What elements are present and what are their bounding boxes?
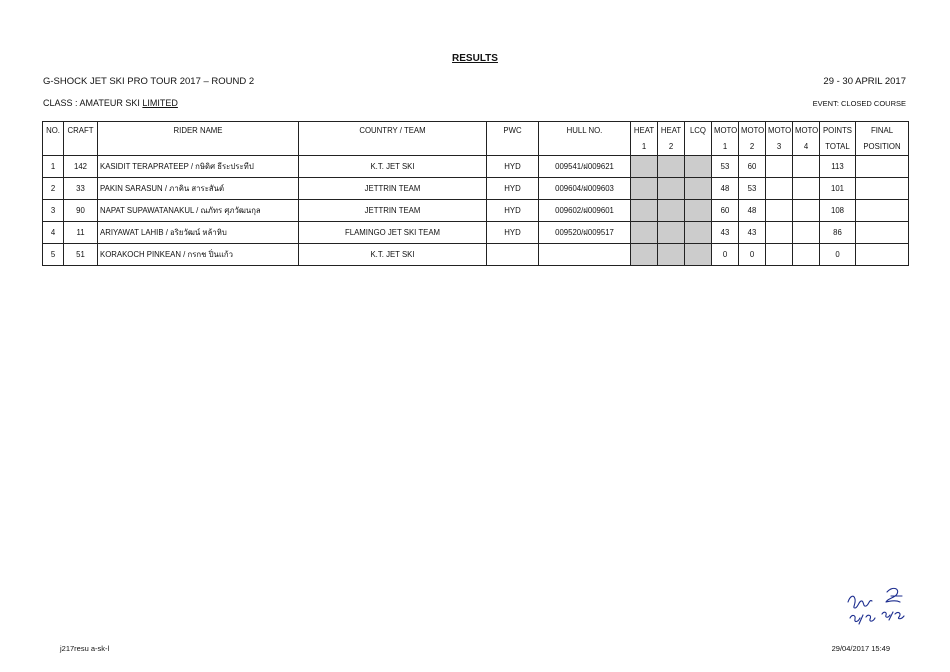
header-row-bottom bbox=[43, 139, 909, 156]
cell-pwc: HYD bbox=[487, 200, 539, 222]
table-row bbox=[43, 178, 909, 200]
file-code: j217resu a-sk-l bbox=[60, 644, 110, 653]
header-cell: 4 bbox=[793, 139, 820, 156]
cell-total: 0 bbox=[820, 244, 856, 266]
event-name: G-SHOCK JET SKI PRO TOUR 2017 – ROUND 2 bbox=[43, 76, 255, 87]
table-row bbox=[43, 222, 909, 244]
cell-rider: ARIYAWAT LAHIB / อริยวัฒน์ หล้าหิบ bbox=[98, 222, 299, 244]
cell-moto-1: 43 bbox=[712, 222, 739, 244]
cell-no: 5 bbox=[43, 244, 64, 266]
cell-rider: KASIDIT TERAPRATEEP / กษิดิศ ธีระประทีป bbox=[98, 156, 299, 178]
cell-lcq bbox=[685, 200, 712, 222]
cell-heat-1 bbox=[631, 244, 658, 266]
header-cell: MOTO bbox=[793, 122, 820, 139]
cell-moto-4 bbox=[793, 244, 820, 266]
cell-moto-3 bbox=[766, 244, 793, 266]
event-type: EVENT: CLOSED COURSE bbox=[812, 99, 906, 108]
cell-hull bbox=[539, 244, 631, 266]
header-cell bbox=[98, 139, 299, 156]
cell-moto-4 bbox=[793, 222, 820, 244]
header-cell: HEAT bbox=[658, 122, 685, 139]
cell-moto-1: 60 bbox=[712, 200, 739, 222]
header-cell: HEAT bbox=[631, 122, 658, 139]
header-cell: 3 bbox=[766, 139, 793, 156]
cell-hull: 009541/ฝ009621 bbox=[539, 156, 631, 178]
cell-team: JETTRIN TEAM bbox=[299, 200, 487, 222]
header-cell: 2 bbox=[739, 139, 766, 156]
header-cell: NO. bbox=[43, 122, 64, 139]
page-title: RESULTS bbox=[452, 53, 498, 64]
table-row bbox=[43, 156, 909, 178]
cell-rider: PAKIN SARASUN / ภาคิน สาระสันต์ bbox=[98, 178, 299, 200]
cell-no: 2 bbox=[43, 178, 64, 200]
cell-craft: 90 bbox=[64, 200, 98, 222]
cell-moto-1: 53 bbox=[712, 156, 739, 178]
header-cell bbox=[539, 139, 631, 156]
cell-craft: 142 bbox=[64, 156, 98, 178]
cell-final bbox=[856, 222, 909, 244]
cell-lcq bbox=[685, 156, 712, 178]
header-cell: POSITION bbox=[856, 139, 909, 156]
cell-heat-1 bbox=[631, 222, 658, 244]
class-emphasis: LIMITED bbox=[142, 98, 178, 108]
header-cell: RIDER NAME bbox=[98, 122, 299, 139]
print-timestamp: 29/04/2017 15:49 bbox=[831, 644, 890, 653]
cell-rider: KORAKOCH PINKEAN / กรกช ปิ่นแก้ว bbox=[98, 244, 299, 266]
header-cell: FINAL bbox=[856, 122, 909, 139]
header-cell: MOTO bbox=[739, 122, 766, 139]
cell-moto-3 bbox=[766, 222, 793, 244]
header-cell: 1 bbox=[712, 139, 739, 156]
cell-final bbox=[856, 200, 909, 222]
cell-pwc: HYD bbox=[487, 178, 539, 200]
header-cell: 1 bbox=[631, 139, 658, 156]
cell-moto-3 bbox=[766, 156, 793, 178]
header-cell bbox=[685, 139, 712, 156]
cell-heat-1 bbox=[631, 156, 658, 178]
cell-moto-4 bbox=[793, 200, 820, 222]
event-date: 29 - 30 APRIL 2017 bbox=[823, 76, 906, 87]
header-cell: CRAFT bbox=[64, 122, 98, 139]
results-table bbox=[42, 121, 909, 266]
cell-final bbox=[856, 178, 909, 200]
cell-heat-2 bbox=[658, 200, 685, 222]
cell-no: 4 bbox=[43, 222, 64, 244]
class-prefix: CLASS : AMATEUR SKI bbox=[43, 98, 143, 108]
cell-moto-2: 0 bbox=[739, 244, 766, 266]
cell-moto-1: 48 bbox=[712, 178, 739, 200]
cell-moto-2: 43 bbox=[739, 222, 766, 244]
cell-pwc: HYD bbox=[487, 222, 539, 244]
cell-total: 101 bbox=[820, 178, 856, 200]
header-cell: MOTO bbox=[766, 122, 793, 139]
header-cell: TOTAL bbox=[820, 139, 856, 156]
cell-lcq bbox=[685, 222, 712, 244]
cell-craft: 11 bbox=[64, 222, 98, 244]
cell-hull: 009520/ฝ009517 bbox=[539, 222, 631, 244]
cell-no: 1 bbox=[43, 156, 64, 178]
header-cell: MOTO bbox=[712, 122, 739, 139]
header-cell: PWC bbox=[487, 122, 539, 139]
header-cell bbox=[43, 139, 64, 156]
cell-heat-2 bbox=[658, 244, 685, 266]
cell-heat-2 bbox=[658, 222, 685, 244]
table-row bbox=[43, 200, 909, 222]
signature-image bbox=[842, 584, 912, 628]
cell-heat-2 bbox=[658, 178, 685, 200]
cell-pwc bbox=[487, 244, 539, 266]
cell-total: 108 bbox=[820, 200, 856, 222]
header-cell bbox=[64, 139, 98, 156]
cell-hull: 009602/ฝ009601 bbox=[539, 200, 631, 222]
cell-moto-2: 48 bbox=[739, 200, 766, 222]
header-row-top bbox=[43, 122, 909, 139]
header-cell bbox=[299, 139, 487, 156]
cell-total: 86 bbox=[820, 222, 856, 244]
cell-team: K.T. JET SKI bbox=[299, 156, 487, 178]
header-cell: HULL NO. bbox=[539, 122, 631, 139]
cell-heat-2 bbox=[658, 156, 685, 178]
class-line bbox=[43, 98, 178, 108]
cell-rider: NAPAT SUPAWATANAKUL / ณภัทร ศุภวัฒนกุล bbox=[98, 200, 299, 222]
cell-final bbox=[856, 244, 909, 266]
header-cell: 2 bbox=[658, 139, 685, 156]
header-cell: POINTS bbox=[820, 122, 856, 139]
cell-team: FLAMINGO JET SKI TEAM bbox=[299, 222, 487, 244]
cell-craft: 51 bbox=[64, 244, 98, 266]
cell-moto-2: 53 bbox=[739, 178, 766, 200]
cell-moto-3 bbox=[766, 200, 793, 222]
cell-pwc: HYD bbox=[487, 156, 539, 178]
table-row bbox=[43, 244, 909, 266]
cell-lcq bbox=[685, 244, 712, 266]
cell-no: 3 bbox=[43, 200, 64, 222]
cell-lcq bbox=[685, 178, 712, 200]
cell-moto-3 bbox=[766, 178, 793, 200]
cell-heat-1 bbox=[631, 178, 658, 200]
header-cell bbox=[487, 139, 539, 156]
cell-hull: 009604/ฝ009603 bbox=[539, 178, 631, 200]
cell-moto-1: 0 bbox=[712, 244, 739, 266]
cell-team: JETTRIN TEAM bbox=[299, 178, 487, 200]
cell-team: K.T. JET SKI bbox=[299, 244, 487, 266]
cell-total: 113 bbox=[820, 156, 856, 178]
cell-craft: 33 bbox=[64, 178, 98, 200]
header-cell: LCQ bbox=[685, 122, 712, 139]
cell-moto-4 bbox=[793, 156, 820, 178]
cell-moto-2: 60 bbox=[739, 156, 766, 178]
header-cell: COUNTRY / TEAM bbox=[299, 122, 487, 139]
cell-moto-4 bbox=[793, 178, 820, 200]
cell-final bbox=[856, 156, 909, 178]
cell-heat-1 bbox=[631, 200, 658, 222]
